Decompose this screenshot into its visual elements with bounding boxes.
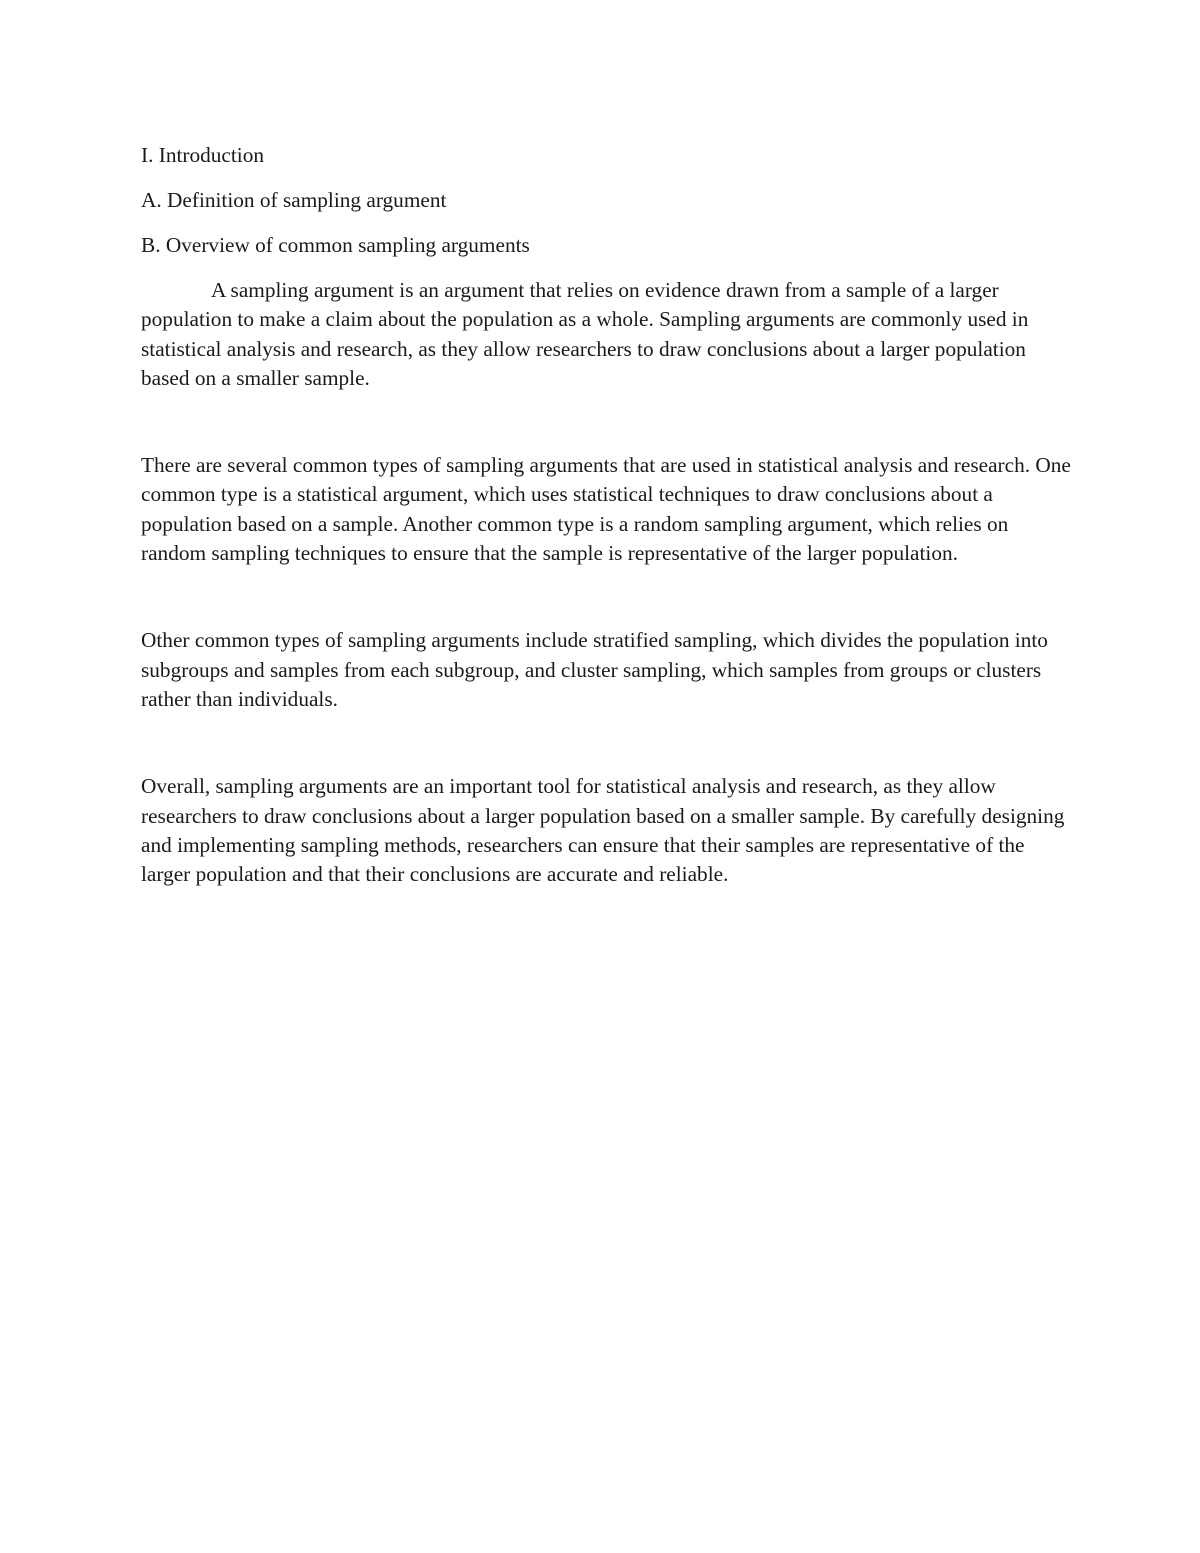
paragraph-definition: A sampling argument is an argument that relies on evidence drawn from a sample of a larger population to make a claim about the population as a whole. Sampling arguments are commonly used in statistical analysis and research, as they allow researchers to draw conclusions about a larger population based on a smaller sample. [141,278,1029,390]
outline-item-definition: A. Definition of sampling argument [141,188,447,212]
outline-item-overview: B. Overview of common sampling arguments [141,233,530,257]
paragraph-other-types: Other common types of sampling arguments include stratified sampling, which divides the population into subgroups and samples from each subgroup, and cluster sampling, which samples from groups or clusters rather than individuals. [141,628,1048,711]
paragraph-common-types: There are several common types of sampling arguments that are used in statistical analysis and research. One common type is a statistical argument, which uses statistical techniques to draw conclusions about a population based on a sample. Another common type is a random sampling argument, which relies on random sampling techniques to ensure that the sample is representative of the larger population. [141,453,1071,566]
paragraph-spacer [141,714,1071,772]
paragraph-conclusion: Overall, sampling arguments are an important tool for statistical analysis and research, as they allow researchers to draw conclusions about a larger population based on a smaller sample. By carefully designing and implementing sampling methods, researchers can ensure that their samples are representative of the larger population and that their conclusions are accurate and reliable. [141,774,1065,887]
paragraph-spacer [141,568,1071,626]
outline-heading-introduction: I. Introduction [141,143,265,167]
document-body [141,141,1071,889]
paragraph-spacer [141,393,1071,451]
